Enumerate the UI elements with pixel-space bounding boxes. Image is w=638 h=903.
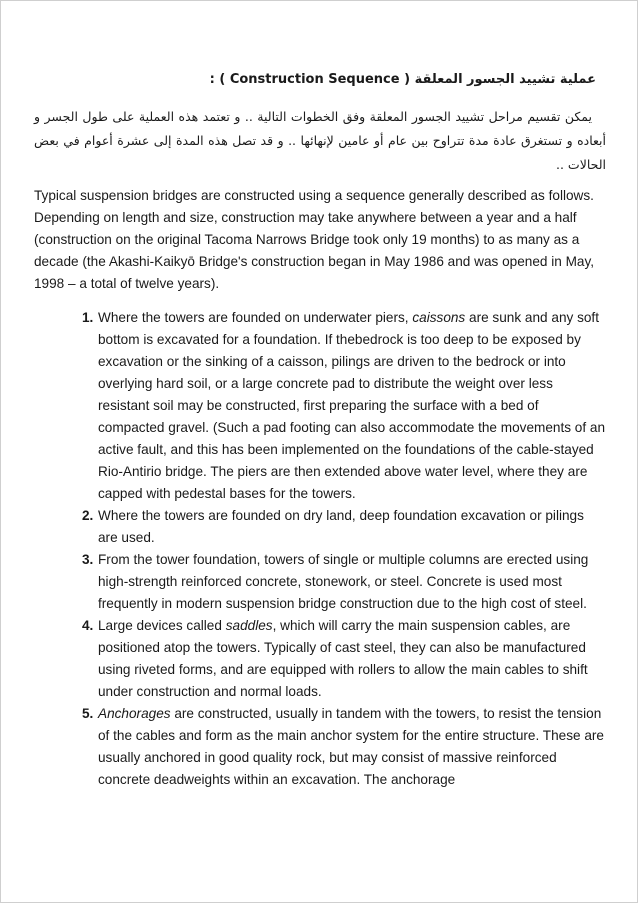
step-term: caissons — [412, 310, 466, 325]
arabic-title: عملية تشييد الجسور المعلقة ( Construction Sequence ) : — [209, 72, 596, 87]
step-item — [34, 307, 606, 505]
construction-steps-list — [34, 307, 606, 791]
step-number: 1. — [82, 310, 94, 325]
step-term: Anchorages — [98, 706, 171, 721]
step-number: 3. — [82, 552, 94, 567]
step-term: saddles — [225, 618, 273, 633]
step-text: Anchorages are constructed, usually in tandem with the towers, to resist the tension of the cables and form as the main anchor system for the entire structure. These are usually anchored in good quality rock, but may consist of massive reinforced concrete deadweights within an excavation. The anchorage — [98, 706, 604, 787]
step-text: Where the towers are founded on underwater piers, caissons are sunk and any soft bottom is excavated for a foundation. If thebedrock is too deep to be exposed by excavation or the sinking of a caisson, pilings are driven to the bedrock or into overlying hard soil, or a large concrete pad to distribute the weight over less resistant soil may be constructed, first preparing the surface with a bed of compacted gravel. (Such a pad footing can also accommodate the movements of an active fault, and this has been implemented on the foundations of the cable-stayed Rio-Antirio bridge. The piers are then extended above water level, where they are capped with pedestal bases for the towers. — [98, 310, 606, 501]
step-item — [34, 505, 606, 549]
step-text: Large devices called saddles, which will carry the main suspension cables, are positioned atop the towers. Typically of cast steel, they can also be manufactured using riveted forms, and are equipped with rollers to allow the main cables to shift under construction and normal loads. — [98, 618, 588, 699]
step-item — [34, 703, 606, 791]
step-item — [34, 615, 606, 703]
step-text: From the tower foundation, towers of single or multiple columns are erected using high-strength reinforced concrete, stonework, or steel. Concrete is used most frequently in modern suspension bridge construction due to the high cost of steel. — [98, 552, 589, 611]
intro-paragraph: Typical suspension bridges are constructed using a sequence generally described as follows. Depending on length and size, construction may take anywhere between a year and a half (construction on the original Tacoma Narrows Bridge took only 19 months) to as many as a decade (the Akashi-Kaikyō Bridge's construction began in May 1986 and was opened in May, 1998 – a total of twelve years). — [34, 188, 595, 291]
step-number: 2. — [82, 508, 94, 523]
step-item — [34, 549, 606, 615]
page-content — [34, 71, 606, 791]
step-text: Where the towers are founded on dry land, deep foundation excavation or pilings are used. — [98, 508, 584, 545]
step-number: 5. — [82, 706, 94, 721]
step-number: 4. — [82, 618, 94, 633]
arabic-paragraph: يمكن تقسيم مراحل تشييد الجسور المعلقة وفق الخطوات التالية .. و تعتمد هذه العملية على طول الجسر و أبعاده و تستغرق عادة مدة تتراوح بين عام أو عامين لإنهائها .. و قد تصل هذه المدة إلى عشرة أعوام في بعض الحالات .. — [34, 109, 606, 172]
